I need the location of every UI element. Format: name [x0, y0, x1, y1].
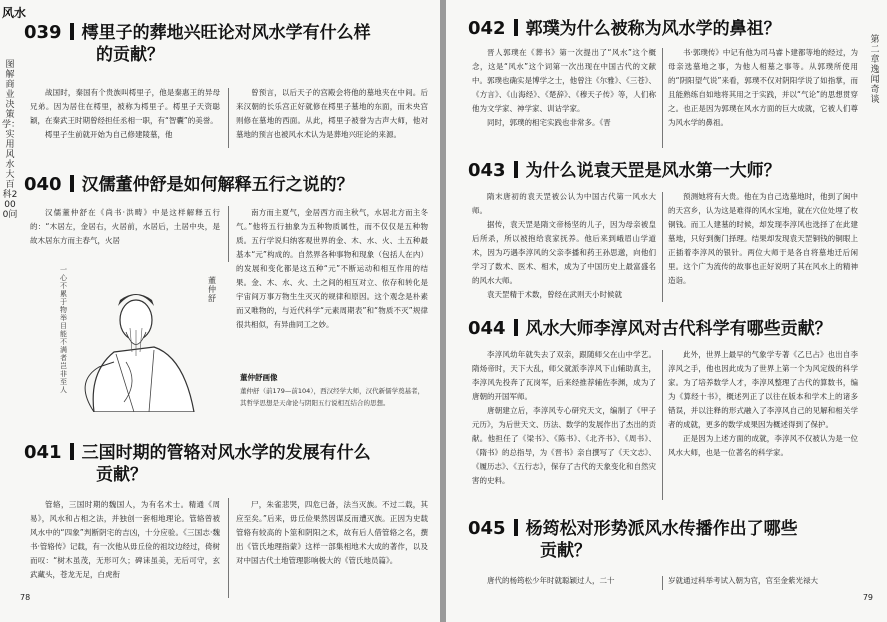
paragraph: 此外，世界上最早的气象学专著《乙巳占》也出自李淳风之手，他也因此成为了世界上第一个为风定级的科学家。为了培养数学人才，李淳风整理了古代的算数书，编为《算经十书》，概述列正了以往在版本和学术上的诸多错误，并以注释的形式融入了李淳风自己的见解和相关学者的成就，更多的数学成果因为概述得到了保护。 [668, 350, 858, 429]
heading-bar-icon [70, 23, 74, 40]
portrait-illustration [54, 262, 232, 412]
section-heading-040 [24, 174, 434, 196]
column-divider [662, 48, 663, 148]
paragraph: 樗里子生前就开始为自己修建陵墓，他 [45, 130, 173, 139]
column-divider [662, 350, 663, 500]
section-heading-043 [468, 160, 868, 182]
section-title-cont: 的贡献？ [96, 45, 164, 65]
section-042-col2 [668, 46, 858, 130]
section-number: 043 [468, 160, 506, 181]
section-number: 039 [24, 22, 62, 43]
section-044-col1 [472, 348, 656, 488]
section-title: 风水大师李淳风对古代科学有哪些贡献？ [525, 319, 832, 339]
column-divider [662, 576, 663, 590]
paragraph: 岁就通过科举考试入朝为官，官至金紫光禄大 [668, 576, 818, 585]
section-041-col2 [236, 498, 428, 568]
page-number: 78 [20, 593, 31, 602]
heading-bar-icon [70, 443, 74, 460]
caption-text: 董仲舒（前179—前104），西汉经学大师，汉代新儒学奠基者，其哲学思想是天命论与阴阳五行说相互结合的思想。 [240, 387, 425, 407]
section-title: 杨筠松对形势派风水传播作出了哪些 [525, 519, 798, 539]
section-045-col2 [668, 574, 858, 588]
section-042-col1 [472, 46, 656, 130]
section-title: 樗里子的葬地兴旺论对风水学有什么样 [81, 23, 371, 43]
paragraph: 晋人郭璞在《葬书》第一次提出了“风水”这个概念，这是“风水”这个词第一次出现在中国古代的文献中。郭璞也确实是博学之士，他曾注《尔雅》、《三苍》、《方言》、《山海经》、《楚辞》、《穆天子传》等，人们称他为文学家、神学家、训诂学家。 [472, 48, 656, 113]
left-page [0, 0, 440, 622]
paragraph: 唐代的杨筠松少年时就聪颖过人，二十 [487, 576, 615, 585]
paragraph: 书·郭璞传》中记有他为司马睿卜建都等地的经过，为母亲选墓地之事，为他人相墓之事等。从郭璞所使用的“阴阳望气说”来看，郭璞不仅对阴阳学说了如指掌，而且能熟练自如地将其用之于实践，并以“气论”的思想贯穿之。也正是因为郭璞在风水方面的巨大成就，它被人们尊为风水学的鼻祖。 [668, 48, 858, 127]
column-divider [228, 88, 229, 148]
section-heading-039 [24, 22, 434, 66]
section-045-col1 [472, 574, 656, 588]
section-title-cont: 贡献？ [96, 465, 147, 485]
portrait-inscription: 一心不累于物举目能不满者岂非至人 [60, 266, 67, 394]
section-040-col1 [30, 206, 220, 248]
paragraph: 袁天罡精于术数，曾经在武则天小时候就 [487, 290, 622, 299]
heading-bar-icon [514, 161, 518, 178]
left-sidebar-title: 图解商业决策学：实用风水大百科2000问 [2, 60, 21, 220]
section-039-col1 [30, 86, 220, 142]
portrait-name: 董仲舒 [208, 276, 216, 303]
section-number: 042 [468, 18, 506, 39]
paragraph: 唐朝建立后，李淳风专心研究天文，编制了《甲子元历》，为后世天文、历法、数学的发展作出了杰出的贡献。他担任了《梁书》、《陈书》、《北齐书》、《周书》、《隋书》的总指导，为《晋书》亲自撰写了《天文志》、《履历志》、《五行志》，保存了古代的天象变化和自然灾害的史料。 [472, 406, 656, 485]
paragraph: 李淳风幼年就失去了双亲，跟随师父在山中学艺。隋炀帝时，天下大乱，师父就派李淳风下山辅助真主，李淳风先投奔了瓦岗军，后来经推荐辅佐李渊，成为了唐朝的开国军师。 [472, 350, 656, 401]
section-title: 汉儒董仲舒是如何解释五行之说的？ [81, 175, 354, 195]
section-number: 041 [24, 442, 62, 463]
section-043-col2 [668, 190, 858, 288]
paragraph: 管辂，三国时期的魏国人，为有名术士。精通《周易》，风水和占相之法，并独创一套相地理论。管辂曾被风水中的“四象”判断阴宅的吉凶，十分应验。《三国志·魏书·管辂传》记载，有一次他从毋丘俭的祖坟边经过，倚树而叹：“树木虽茂，无形可久；碑诔虽美，无后可守，玄武藏头，苍龙无足，白虎衔 [30, 500, 220, 579]
paragraph: 南方而主夏气，金居西方而主秋气，水居北方而主冬气。”他将五行抽象为五种物质属性，而不仅仅是五种物质。五行学说归纳客观世界的金、木、水、火、土五种最基本“元”构成的。自然界各种事物和现象（包括人在内）的发展和变化都是这五种“元”不断运动和相互作用的结果。金、木、水、火、土之间的相互对立、依存和转化是宇宙间万事万物生生灭灭的规律和原因。这个观念是朴素而又唯物的，与近代科学“元素周期表”和“物质不灭”规律很共相似，有异曲同工之妙。 [236, 208, 428, 329]
section-number: 045 [468, 518, 506, 539]
section-title: 为什么说袁天罡是风水第一大师？ [525, 161, 781, 181]
section-title: 郭璞为什么被称为风水学的鼻祖？ [525, 19, 781, 39]
paragraph: 预测她将有大贵。他在为自己选墓地时，他到了闽中的天宫乡，认为这是难得的风水宝地，就在穴位处埋了枚铜钱。而工人建墓的时候，却发现李淳风也选择了在此建墓地，只好到衡门择理。结果却发现袁天罡铜钱的铜眼上正插着李淳风的银针。两位大师于是各自将墓地迁后闲里。这个广为流传的故事也正好说明了其在风水上的精神造诣。 [668, 192, 858, 285]
section-title-cont: 贡献？ [540, 541, 591, 561]
section-heading-045 [468, 518, 868, 562]
section-043-col1 [472, 190, 656, 302]
paragraph: 曾预言，以后天子的宫殿会将他的墓地夹在中间。后来汉朝的长乐宫正好就修在樗里子墓地的东面，而未央宫则修在墓地的西面。从此，樗里子被誉为古声大师，他对墓地的预言也被风水术认为是葬地兴旺论的来源。 [236, 88, 428, 139]
page-number: 79 [862, 593, 873, 602]
section-number: 040 [24, 174, 62, 195]
section-040-col2 [236, 206, 428, 332]
logo: 风水 [2, 6, 27, 20]
paragraph: 同时，郭璞的相宅实践也非常多。《晋 [487, 118, 611, 127]
section-heading-042 [468, 18, 868, 40]
section-title: 三国时期的管辂对风水学的发展有什么 [81, 443, 371, 463]
paragraph: 隋末唐初的袁天罡被公认为中国古代第一风水大师。 [472, 192, 656, 215]
heading-bar-icon [514, 519, 518, 536]
section-041-col1 [30, 498, 220, 582]
paragraph: 据传，袁天罡是隋文帝杨坚的儿子，因为母亲被皇后所杀，所以被抱给袁家抚养。他后来到峨眉山学道术，因为巧遇李淳风的父亲李播和药王孙思邈，向他们学习了数术、医术、相术，成为了中国历史上最富盛名的风水大师。 [472, 220, 656, 285]
right-page [446, 0, 887, 622]
paragraph: 汉儒董仲舒在《尚书·洪畴》中是这样解释五行的：“木居左，金居右，火居前，水居后，土居中央，是故木居东方而主春气，火居 [30, 208, 220, 245]
paragraph: 正是因为上述方面的成就，李淳风不仅被认为是一位风水大师，也是一位著名的科学家。 [668, 434, 858, 457]
right-sidebar-title: 第二章 逸闻奇谈 [870, 35, 880, 105]
section-039-col2 [236, 86, 428, 142]
paragraph: 尸，朱雀悲哭，四危已备，法当灭族。不过二载，其应至矣。”后来，毋丘俭果然因谋反而遭灭族。正因为史载管辂有较高的卜筮和阴阳之术，故有后人借管辂之名，撰出《管氏地理指蒙》这样一部集相地术大成的著作，以及对中国古代土地管理影响极大的《管氏地员篇》。 [236, 500, 428, 565]
heading-bar-icon [70, 175, 74, 192]
paragraph: 战国时，秦国有个贵族叫樗里子，他是秦惠王的异母兄弟。因为居住在樗里，被称为樗里子。樗里子天资聪颖，在秦武王时期曾经担任丞相一职，有“智囊”的美誉。 [30, 88, 220, 125]
caption-title: 董仲舒画像 [240, 373, 278, 382]
column-divider [662, 192, 663, 302]
section-number: 044 [468, 318, 506, 339]
heading-bar-icon [514, 19, 518, 36]
section-044-col2 [668, 348, 858, 460]
section-heading-041 [24, 442, 434, 486]
column-divider [228, 498, 229, 598]
section-heading-044 [468, 318, 878, 340]
heading-bar-icon [514, 319, 518, 336]
